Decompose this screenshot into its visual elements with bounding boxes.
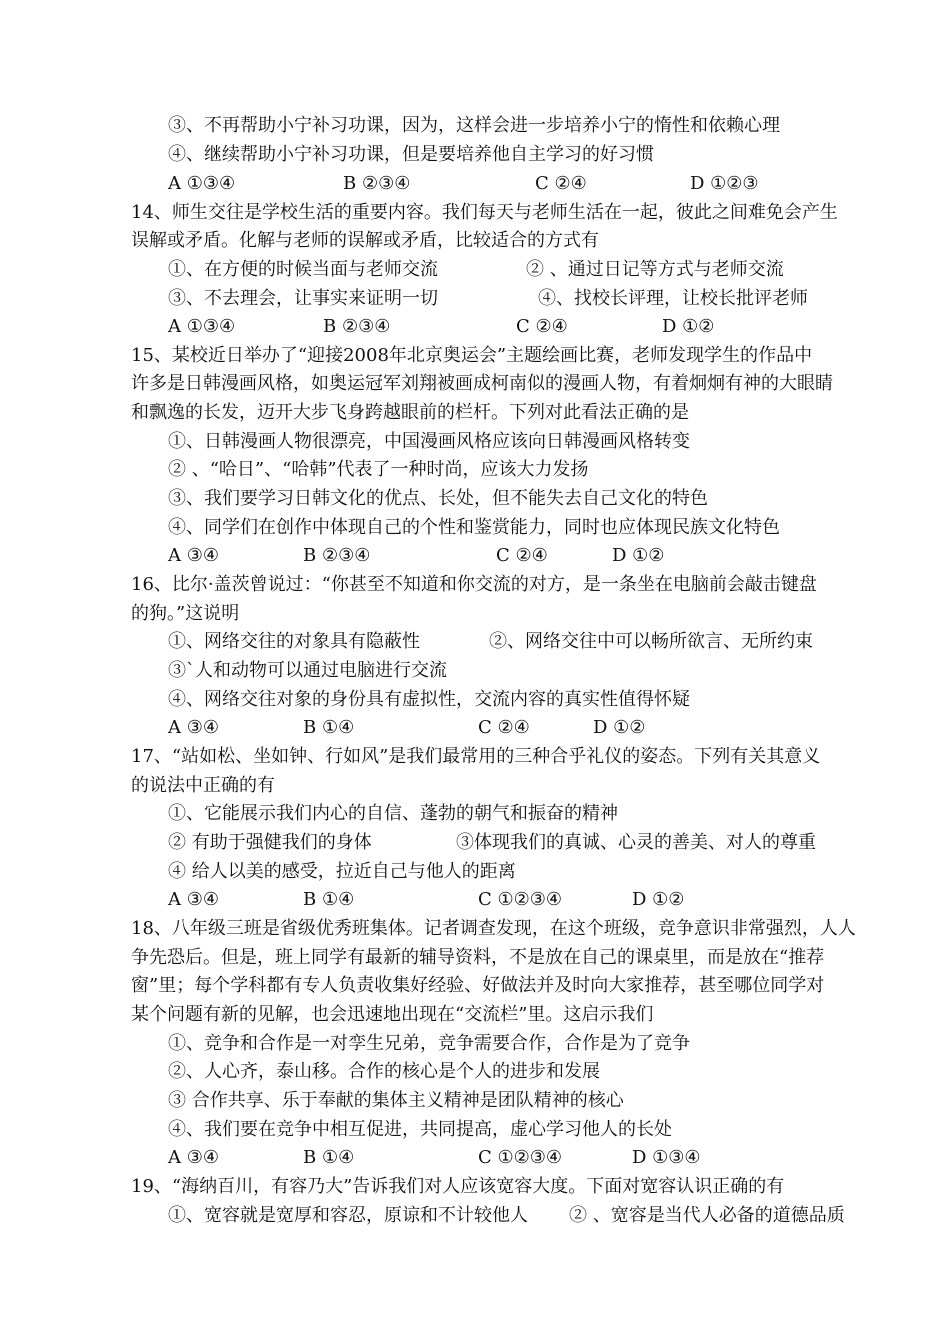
choice-c: C ②④ <box>496 545 548 566</box>
choice-c: C ②④ <box>516 316 568 337</box>
choice-a: A ③④ <box>168 889 219 910</box>
choice-c: C ②④ <box>535 173 587 194</box>
q14-stem-line-2: 误解或矛盾。化解与老师的误解或矛盾，比较适合的方式有 <box>131 230 599 251</box>
q18-stem-line-1: 18、八年级三班是省级优秀班集体。记者调查发现，在这个班级，竞争意识非常强烈，人人 <box>131 918 856 939</box>
q19-option-2: ② 、宽容是当代人必备的道德品质 <box>569 1205 845 1226</box>
q16-option-3: ③`人和动物可以通过电脑进行交流 <box>168 660 447 681</box>
q17-option-2: ② 有助于强健我们的身体 <box>168 832 372 853</box>
q15-option-3: ③、我们要学习日韩文化的优点、长处，但不能失去自己文化的特色 <box>168 488 708 509</box>
choice-b: B ①④ <box>303 889 355 910</box>
q15-stem-line-2: 许多是日韩漫画风格，如奥运冠军刘翔被画成柯南似的漫画人物，有着炯炯有神的大眼睛 <box>131 373 833 394</box>
q18-option-2: ②、人心齐，泰山移。合作的核心是个人的进步和发展 <box>168 1061 600 1082</box>
q17-option-4: ④ 给人以美的感受，拉近自己与他人的距离 <box>168 861 516 882</box>
choice-d: D ①③④ <box>632 1147 701 1168</box>
q14-option-2: ② 、通过日记等方式与老师交流 <box>526 259 784 280</box>
q15-stem-line-1: 15、某校近日举办了“迎接2008年北京奥运会”主题绘画比赛，老师发现学生的作品中 <box>131 345 813 366</box>
q16-option-1: ①、网络交往的对象具有隐蔽性 <box>168 631 420 652</box>
choice-b: B ①④ <box>303 717 355 738</box>
choice-d: D ①② <box>612 545 665 566</box>
q15-option-4: ④、同学们在创作中体现自己的个性和鉴赏能力，同时也应体现民族文化特色 <box>168 517 780 538</box>
q16-stem-line-1: 16、比尔·盖茨曾说过：“你甚至不知道和你交流的对方，是一条坐在电脑前会敲击键盘 <box>131 574 817 595</box>
choice-a: A ③④ <box>168 1147 219 1168</box>
q15-option-1: ①、日韩漫画人物很漂亮，中国漫画风格应该向日韩漫画风格转变 <box>168 431 690 452</box>
choice-b: B ②③④ <box>323 316 391 337</box>
q14-stem-line-1: 14、师生交往是学校生活的重要内容。我们每天与老师生活在一起，彼此之间难免会产生 <box>131 202 838 223</box>
q18-stem-line-3: 窗”里；每个学科都有专人负责收集好经验、好做法并及时向大家推荐，甚至哪位同学对 <box>131 975 825 996</box>
q17-stem-line-1: 17、“站如松、坐如钟、行如风”是我们最常用的三种合乎礼仪的姿态。下列有关其意义 <box>131 746 821 767</box>
choice-a: A ③④ <box>168 545 219 566</box>
choice-d: D ①② <box>593 717 646 738</box>
q19-option-1: ①、宽容就是宽厚和容忍，原谅和不计较他人 <box>168 1205 528 1226</box>
choice-d: D ①② <box>662 316 715 337</box>
choice-b: B ②③④ <box>303 545 371 566</box>
choice-d: D ①② <box>632 889 685 910</box>
q18-option-4: ④、我们要在竞争中相互促进，共同提高，虚心学习他人的长处 <box>168 1119 672 1140</box>
q17-stem-line-2: 的说法中正确的有 <box>131 775 275 796</box>
q14-option-4: ④、找校长评理，让校长批评老师 <box>538 288 808 309</box>
q18-stem-line-2: 争先恐后。但是，班上同学有最新的辅导资料，不是放在自己的课桌里，而是放在“推荐 <box>131 947 825 968</box>
q19-stem-line-1: 19、“海纳百川，有容乃大”告诉我们对人应该宽容大度。下面对宽容认识正确的有 <box>131 1176 785 1197</box>
q16-option-2: ②、网络交往中可以畅所欲言、无所约束 <box>489 631 813 652</box>
choice-c: C ①②③④ <box>478 889 563 910</box>
q17-option-3: ③体现我们的真诚、心灵的善美、对人的尊重 <box>456 832 816 853</box>
choice-a: A ①③④ <box>168 316 236 337</box>
q18-option-3: ③ 合作共享、乐于奉献的集体主义精神是团队精神的核心 <box>168 1090 624 1111</box>
choice-b: B ②③④ <box>343 173 411 194</box>
q14-option-1: ①、在方便的时候当面与老师交流 <box>168 259 438 280</box>
q15-stem-line-3: 和飘逸的长发，迈开大步飞身跨越眼前的栏杆。下列对此看法正确的是 <box>131 402 689 423</box>
q15-option-2: ② 、“哈日”、“哈韩”代表了一种时尚，应该大力发扬 <box>168 459 589 480</box>
q17-option-1: ①、它能展示我们内心的自信、蓬勃的朝气和振奋的精神 <box>168 803 618 824</box>
q13-option-3: ③、不再帮助小宁补习功课，因为，这样会进一步培养小宁的惰性和依赖心理 <box>168 115 780 136</box>
q18-option-1: ①、竞争和合作是一对孪生兄弟，竞争需要合作，合作是为了竞争 <box>168 1033 690 1054</box>
choice-a: A ③④ <box>168 717 219 738</box>
q16-option-4: ④、网络交往对象的身份具有虚拟性，交流内容的真实性值得怀疑 <box>168 689 690 710</box>
choice-c: C ②④ <box>478 717 530 738</box>
choice-a: A ①③④ <box>168 173 236 194</box>
choice-b: B ①④ <box>303 1147 355 1168</box>
choice-d: D ①②③ <box>690 173 759 194</box>
q16-stem-line-2: 的狗。”这说明 <box>131 603 240 624</box>
q14-option-3: ③、不去理会，让事实来证明一切 <box>168 288 438 309</box>
q13-option-4: ④、继续帮助小宁补习功课，但是要培养他自主学习的好习惯 <box>168 144 654 165</box>
q18-stem-line-4: 某个问题有新的见解，也会迅速地出现在“交流栏”里。这启示我们 <box>131 1004 654 1025</box>
choice-c: C ①②③④ <box>478 1147 563 1168</box>
